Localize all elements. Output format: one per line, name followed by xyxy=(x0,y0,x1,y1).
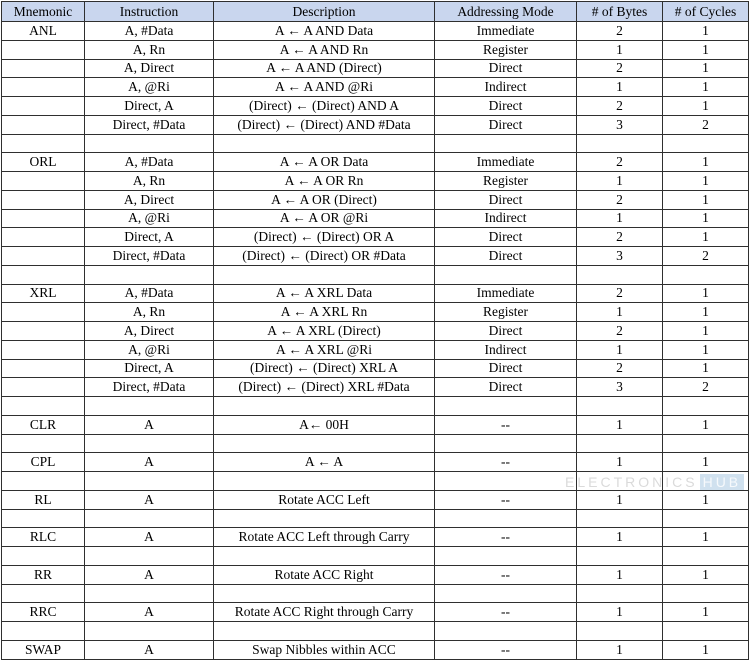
instruction-cell xyxy=(85,547,214,566)
instruction-cell: Direct, A xyxy=(85,228,214,247)
table-row xyxy=(2,528,749,547)
description-cell xyxy=(214,622,435,641)
bytes-cell xyxy=(577,584,663,603)
spacer-row xyxy=(2,622,749,641)
instruction-cell: A xyxy=(85,603,214,622)
bytes-cell xyxy=(577,397,663,416)
cycles-cell xyxy=(663,584,749,603)
mnemonic-cell xyxy=(2,340,85,359)
bytes-cell: 3 xyxy=(577,378,663,397)
table-row xyxy=(2,322,749,341)
bytes-cell: 3 xyxy=(577,115,663,134)
addressing-mode-cell: -- xyxy=(435,528,577,547)
table-row xyxy=(2,97,749,116)
bytes-cell: 2 xyxy=(577,97,663,116)
mnemonic-cell: RR xyxy=(2,565,85,584)
bytes-cell: 1 xyxy=(577,303,663,322)
mnemonic-cell xyxy=(2,59,85,78)
bytes-cell: 1 xyxy=(577,640,663,659)
spacer-row xyxy=(2,472,749,491)
mnemonic-cell xyxy=(2,472,85,491)
cycles-cell: 1 xyxy=(663,490,749,509)
description-cell: Rotate ACC Left through Carry xyxy=(214,528,435,547)
cycles-cell xyxy=(663,622,749,641)
mnemonic-cell xyxy=(2,209,85,228)
description-cell: (Direct) ← (Direct) AND #Data xyxy=(214,115,435,134)
mnemonic-cell xyxy=(2,397,85,416)
spacer-row xyxy=(2,397,749,416)
addressing-mode-cell: Register xyxy=(435,40,577,59)
mnemonic-cell: XRL xyxy=(2,284,85,303)
cycles-cell: 1 xyxy=(663,284,749,303)
description-cell: A ← A XRL (Direct) xyxy=(214,322,435,341)
instruction-cell xyxy=(85,509,214,528)
bytes-cell xyxy=(577,622,663,641)
cycles-cell: 1 xyxy=(663,190,749,209)
cycles-cell: 2 xyxy=(663,247,749,266)
header-row xyxy=(2,2,749,22)
mnemonic-cell xyxy=(2,97,85,116)
addressing-mode-cell xyxy=(435,472,577,491)
addressing-mode-cell: Immediate xyxy=(435,153,577,172)
instruction-cell: A xyxy=(85,528,214,547)
description-cell xyxy=(214,472,435,491)
cycles-cell: 2 xyxy=(663,115,749,134)
table-row xyxy=(2,490,749,509)
instruction-cell: A, Rn xyxy=(85,172,214,191)
instruction-cell xyxy=(85,434,214,453)
bytes-cell xyxy=(577,134,663,153)
mnemonic-cell: SWAP xyxy=(2,640,85,659)
addressing-mode-cell: Direct xyxy=(435,97,577,116)
bytes-cell: 1 xyxy=(577,565,663,584)
mnemonic-cell xyxy=(2,509,85,528)
cycles-cell: 1 xyxy=(663,640,749,659)
cycles-cell xyxy=(663,434,749,453)
description-cell: Rotate ACC Left xyxy=(214,490,435,509)
addressing-mode-cell: Direct xyxy=(435,247,577,266)
addressing-mode-cell: Direct xyxy=(435,228,577,247)
table-row xyxy=(2,565,749,584)
description-cell xyxy=(214,434,435,453)
addressing-mode-cell: -- xyxy=(435,415,577,434)
table-row xyxy=(2,359,749,378)
addressing-mode-cell: Direct xyxy=(435,190,577,209)
description-cell xyxy=(214,509,435,528)
description-cell: A ← A OR @Ri xyxy=(214,209,435,228)
addressing-mode-cell: -- xyxy=(435,490,577,509)
cycles-cell: 1 xyxy=(663,565,749,584)
header-bytes: # of Bytes xyxy=(577,2,663,22)
addressing-mode-cell: Register xyxy=(435,172,577,191)
instruction-cell: A, @Ri xyxy=(85,209,214,228)
header-mnemonic: Mnemonic xyxy=(2,2,85,22)
mnemonic-cell: CPL xyxy=(2,453,85,472)
mnemonic-cell xyxy=(2,78,85,97)
table-row xyxy=(2,209,749,228)
bytes-cell: 1 xyxy=(577,172,663,191)
instruction-cell: A, #Data xyxy=(85,153,214,172)
header-cycles: # of Cycles xyxy=(663,2,749,22)
cycles-cell: 1 xyxy=(663,40,749,59)
description-cell: A ← A XRL Rn xyxy=(214,303,435,322)
bytes-cell: 1 xyxy=(577,528,663,547)
mnemonic-cell xyxy=(2,584,85,603)
instruction-cell: Direct, #Data xyxy=(85,378,214,397)
instruction-cell: Direct, #Data xyxy=(85,247,214,266)
table-row xyxy=(2,415,749,434)
mnemonic-cell: RRC xyxy=(2,603,85,622)
instruction-cell xyxy=(85,265,214,284)
cycles-cell xyxy=(663,547,749,566)
table-row xyxy=(2,378,749,397)
description-cell: A ← A AND (Direct) xyxy=(214,59,435,78)
bytes-cell xyxy=(577,265,663,284)
addressing-mode-cell: -- xyxy=(435,603,577,622)
table-row xyxy=(2,640,749,659)
instruction-cell: A, Rn xyxy=(85,40,214,59)
bytes-cell: 2 xyxy=(577,190,663,209)
addressing-mode-cell xyxy=(435,134,577,153)
instruction-cell xyxy=(85,622,214,641)
mnemonic-cell xyxy=(2,265,85,284)
cycles-cell: 1 xyxy=(663,340,749,359)
description-cell: A ← A XRL @Ri xyxy=(214,340,435,359)
description-cell: Rotate ACC Right xyxy=(214,565,435,584)
addressing-mode-cell: Indirect xyxy=(435,340,577,359)
addressing-mode-cell xyxy=(435,509,577,528)
addressing-mode-cell: Direct xyxy=(435,115,577,134)
mnemonic-cell: RLC xyxy=(2,528,85,547)
cycles-cell: 1 xyxy=(663,228,749,247)
description-cell: A ← A AND Data xyxy=(214,22,435,41)
cycles-cell: 1 xyxy=(663,209,749,228)
description-cell: Swap Nibbles within ACC xyxy=(214,640,435,659)
mnemonic-cell xyxy=(2,547,85,566)
mnemonic-cell xyxy=(2,172,85,191)
mnemonic-cell xyxy=(2,622,85,641)
description-cell: A ← A OR Data xyxy=(214,153,435,172)
bytes-cell: 1 xyxy=(577,415,663,434)
table-row xyxy=(2,172,749,191)
mnemonic-cell xyxy=(2,247,85,266)
instruction-cell xyxy=(85,134,214,153)
table-row xyxy=(2,78,749,97)
cycles-cell: 1 xyxy=(663,415,749,434)
addressing-mode-cell: -- xyxy=(435,640,577,659)
description-cell xyxy=(214,134,435,153)
instruction-cell: Direct, A xyxy=(85,97,214,116)
table-row xyxy=(2,153,749,172)
description-cell: (Direct) ← (Direct) OR #Data xyxy=(214,247,435,266)
instruction-cell xyxy=(85,584,214,603)
description-cell: A ← A OR (Direct) xyxy=(214,190,435,209)
addressing-mode-cell: Direct xyxy=(435,59,577,78)
table-row xyxy=(2,303,749,322)
instruction-cell: A xyxy=(85,565,214,584)
description-cell: A ← A xyxy=(214,453,435,472)
cycles-cell: 1 xyxy=(663,59,749,78)
mnemonic-cell xyxy=(2,303,85,322)
bytes-cell: 3 xyxy=(577,247,663,266)
mnemonic-cell xyxy=(2,359,85,378)
cycles-cell xyxy=(663,472,749,491)
bytes-cell xyxy=(577,547,663,566)
cycles-cell: 1 xyxy=(663,322,749,341)
addressing-mode-cell: Direct xyxy=(435,378,577,397)
addressing-mode-cell xyxy=(435,434,577,453)
cycles-cell xyxy=(663,134,749,153)
description-cell: (Direct) ← (Direct) XRL A xyxy=(214,359,435,378)
instruction-cell: A xyxy=(85,453,214,472)
cycles-cell xyxy=(663,509,749,528)
description-cell: A ← A AND @Ri xyxy=(214,78,435,97)
addressing-mode-cell xyxy=(435,547,577,566)
bytes-cell: 2 xyxy=(577,322,663,341)
cycles-cell: 1 xyxy=(663,78,749,97)
bytes-cell: 2 xyxy=(577,22,663,41)
spacer-row xyxy=(2,134,749,153)
bytes-cell: 1 xyxy=(577,78,663,97)
table-row xyxy=(2,603,749,622)
instruction-cell: A xyxy=(85,490,214,509)
header-instruction: Instruction xyxy=(85,2,214,22)
instruction-cell xyxy=(85,397,214,416)
table-row xyxy=(2,453,749,472)
bytes-cell: 1 xyxy=(577,490,663,509)
cycles-cell: 1 xyxy=(663,528,749,547)
instruction-cell: Direct, A xyxy=(85,359,214,378)
bytes-cell xyxy=(577,434,663,453)
mnemonic-cell xyxy=(2,322,85,341)
bytes-cell: 2 xyxy=(577,228,663,247)
bytes-cell xyxy=(577,509,663,528)
instruction-cell: A, #Data xyxy=(85,284,214,303)
spacer-row xyxy=(2,434,749,453)
bytes-cell: 2 xyxy=(577,284,663,303)
table-row xyxy=(2,228,749,247)
description-cell: A ← A XRL Data xyxy=(214,284,435,303)
cycles-cell: 1 xyxy=(663,172,749,191)
addressing-mode-cell: Immediate xyxy=(435,284,577,303)
cycles-cell: 1 xyxy=(663,453,749,472)
instruction-cell: A, Direct xyxy=(85,322,214,341)
mnemonic-cell: CLR xyxy=(2,415,85,434)
instruction-cell: A, #Data xyxy=(85,22,214,41)
cycles-cell xyxy=(663,265,749,284)
cycles-cell: 1 xyxy=(663,359,749,378)
bytes-cell: 1 xyxy=(577,340,663,359)
description-cell: (Direct) ← (Direct) XRL #Data xyxy=(214,378,435,397)
mnemonic-cell xyxy=(2,40,85,59)
instruction-cell: A, Direct xyxy=(85,190,214,209)
description-cell: (Direct) ← (Direct) AND A xyxy=(214,97,435,116)
instruction-cell: A, @Ri xyxy=(85,340,214,359)
bytes-cell xyxy=(577,472,663,491)
mnemonic-cell: RL xyxy=(2,490,85,509)
addressing-mode-cell xyxy=(435,397,577,416)
description-cell: Rotate ACC Right through Carry xyxy=(214,603,435,622)
cycles-cell: 1 xyxy=(663,153,749,172)
description-cell xyxy=(214,265,435,284)
spacer-row xyxy=(2,509,749,528)
addressing-mode-cell: Direct xyxy=(435,359,577,378)
cycles-cell xyxy=(663,397,749,416)
description-cell: A← 00H xyxy=(214,415,435,434)
bytes-cell: 1 xyxy=(577,40,663,59)
spacer-row xyxy=(2,265,749,284)
addressing-mode-cell: Indirect xyxy=(435,209,577,228)
header-addressing-mode: Addressing Mode xyxy=(435,2,577,22)
cycles-cell: 1 xyxy=(663,22,749,41)
table-row xyxy=(2,59,749,78)
instruction-cell: Direct, #Data xyxy=(85,115,214,134)
bytes-cell: 2 xyxy=(577,59,663,78)
addressing-mode-cell: -- xyxy=(435,565,577,584)
table-row xyxy=(2,40,749,59)
mnemonic-cell xyxy=(2,378,85,397)
cycles-cell: 1 xyxy=(663,603,749,622)
description-cell: A ← A AND Rn xyxy=(214,40,435,59)
description-cell xyxy=(214,584,435,603)
table-row xyxy=(2,115,749,134)
spacer-row xyxy=(2,584,749,603)
bytes-cell: 1 xyxy=(577,209,663,228)
instruction-cell: A xyxy=(85,640,214,659)
cycles-cell: 2 xyxy=(663,378,749,397)
addressing-mode-cell xyxy=(435,265,577,284)
instruction-cell xyxy=(85,472,214,491)
spacer-row xyxy=(2,547,749,566)
cycles-cell: 1 xyxy=(663,97,749,116)
table-row xyxy=(2,340,749,359)
table-row xyxy=(2,190,749,209)
description-cell: A ← A OR Rn xyxy=(214,172,435,191)
mnemonic-cell xyxy=(2,228,85,247)
mnemonic-cell xyxy=(2,134,85,153)
description-cell: (Direct) ← (Direct) OR A xyxy=(214,228,435,247)
description-cell xyxy=(214,397,435,416)
header-description: Description xyxy=(214,2,435,22)
bytes-cell: 1 xyxy=(577,453,663,472)
table-row xyxy=(2,247,749,266)
table-row xyxy=(2,22,749,41)
bytes-cell: 1 xyxy=(577,603,663,622)
watermark-badge: HUB xyxy=(700,474,745,490)
addressing-mode-cell: Direct xyxy=(435,322,577,341)
addressing-mode-cell xyxy=(435,584,577,603)
bytes-cell: 2 xyxy=(577,359,663,378)
instruction-cell: A, Direct xyxy=(85,59,214,78)
instruction-cell: A xyxy=(85,415,214,434)
addressing-mode-cell: Register xyxy=(435,303,577,322)
cycles-cell: 1 xyxy=(663,303,749,322)
addressing-mode-cell: -- xyxy=(435,453,577,472)
instruction-table xyxy=(1,1,749,660)
mnemonic-cell xyxy=(2,434,85,453)
addressing-mode-cell: Immediate xyxy=(435,22,577,41)
table-row xyxy=(2,284,749,303)
table-body xyxy=(2,22,749,660)
addressing-mode-cell: Indirect xyxy=(435,78,577,97)
mnemonic-cell: ORL xyxy=(2,153,85,172)
mnemonic-cell: ANL xyxy=(2,22,85,41)
watermark-text: ELECTRONICS xyxy=(565,474,698,490)
addressing-mode-cell xyxy=(435,622,577,641)
mnemonic-cell xyxy=(2,190,85,209)
instruction-cell: A, Rn xyxy=(85,303,214,322)
bytes-cell: 2 xyxy=(577,153,663,172)
description-cell xyxy=(214,547,435,566)
instruction-cell: A, @Ri xyxy=(85,78,214,97)
mnemonic-cell xyxy=(2,115,85,134)
